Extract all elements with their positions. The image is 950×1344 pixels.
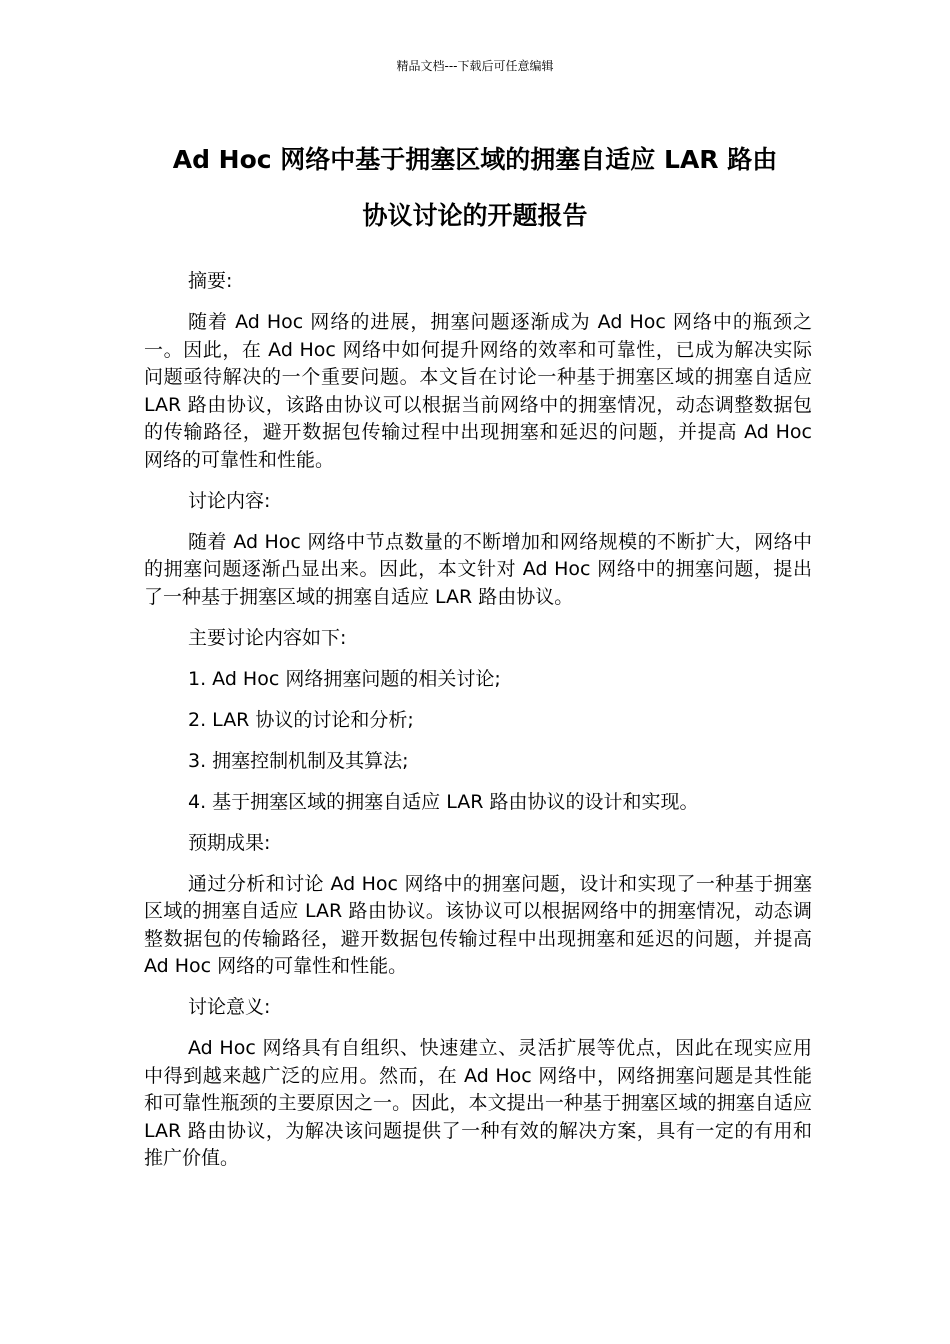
paragraph-research-content: 随着 Ad Hoc 网络中节点数量的不断增加和网络规模的不断扩大，网络中的拥塞问题逐渐凸显出来。因此，本文针对 Ad Hoc 网络中的拥塞问题，提出了一种基于拥塞区域的拥塞自适应 LAR 路由协议。 [144, 530, 812, 608]
document-title [130, 132, 820, 244]
heading-significance: 讨论意义: [188, 996, 271, 1018]
document-body [144, 268, 812, 1186]
list-item: 4. 基于拥塞区域的拥塞自适应 LAR 路由协议的设计和实现。 [188, 790, 699, 813]
paragraph-significance: Ad Hoc 网络具有自组织、快速建立、灵活扩展等优点，因此在现实应用中得到越来越广泛的应用。然而，在 Ad Hoc 网络中，网络拥塞问题是其性能和可靠性瓶颈的主要原因之一。因此，本文提出一种基于拥塞区域的拥塞自适应 LAR 路由协议，为解决该问题提供了一种有效的解决方案，具有一定的有用和推广价值。 [144, 1037, 812, 1169]
paragraph-abstract: 随着 Ad Hoc 网络的进展，拥塞问题逐渐成为 Ad Hoc 网络中的瓶颈之一。因此，在 Ad Hoc 网络中如何提升网络的效率和可靠性，已成为解决实际问题亟待解决的一个重要问题。本文旨在讨论一种基于拥塞区域的拥塞自适应 LAR 路由协议，该路由协议可以根据当前网络中的拥塞情况，动态调整数据包的传输路径，避开数据包传输过程中出现拥塞和延迟的问题，并提高 Ad Hoc 网络的可靠性和性能。 [144, 311, 812, 471]
title-line-1: Ad Hoc 网络中基于拥塞区域的拥塞自适应 LAR 路由 [172, 145, 778, 174]
list-item: 3. 拥塞控制机制及其算法; [188, 749, 409, 772]
heading-main-content: 主要讨论内容如下: [188, 626, 347, 649]
list-item: 2. LAR 协议的讨论和分析; [188, 708, 414, 731]
header-note: 精品文档---下载后可任意编辑 [396, 59, 554, 73]
heading-expected-results: 预期成果: [188, 831, 271, 854]
heading-research-content: 讨论内容: [188, 489, 271, 512]
list-item: 1. Ad Hoc 网络拥塞问题的相关讨论; [188, 667, 501, 690]
paragraph-expected-results: 通过分析和讨论 Ad Hoc 网络中的拥塞问题，设计和实现了一种基于拥塞区域的拥塞自适应 LAR 路由协议。该协议可以根据网络中的拥塞情况，动态调整数据包的传输路径，避开数据包传输过程中出现拥塞和延迟的问题，并提高 Ad Hoc 网络的可靠性和性能。 [144, 872, 812, 977]
heading-abstract: 摘要: [188, 270, 233, 292]
title-line-2: 协议讨论的开题报告 [362, 201, 588, 230]
